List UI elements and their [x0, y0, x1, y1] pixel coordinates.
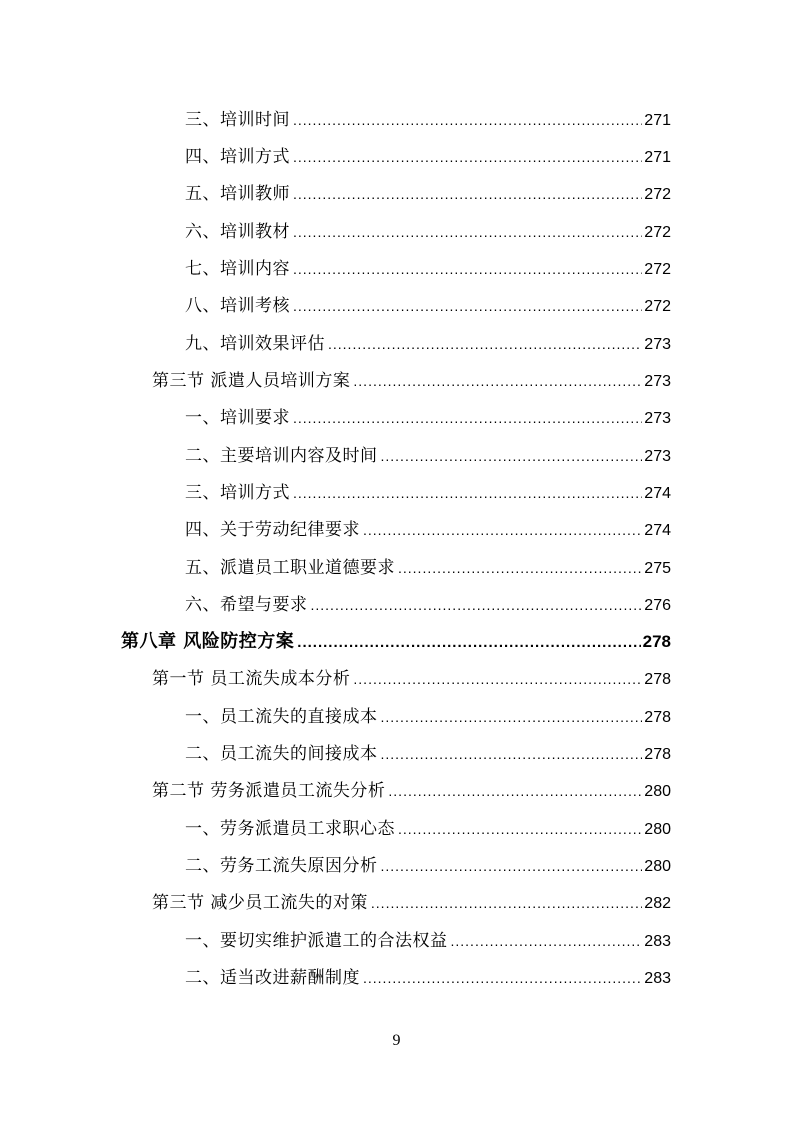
toc-leader: [398, 816, 642, 842]
toc-entry[interactable]: [185, 928, 671, 954]
toc-entry-page: 271: [644, 112, 671, 129]
toc-section-entry[interactable]: [152, 368, 671, 394]
toc-entry[interactable]: [185, 293, 671, 319]
toc-entry[interactable]: [185, 853, 671, 879]
toc-entry-page: 272: [644, 261, 671, 278]
toc-leader: [381, 741, 643, 767]
toc-entry-label: 第三节 减少员工流失的对策: [152, 893, 368, 913]
toc-entry-page: 271: [644, 149, 671, 166]
toc-entry[interactable]: [185, 704, 671, 730]
toc-entry-page: 274: [644, 485, 671, 502]
toc-entry-label: 二、适当改进薪酬制度: [185, 968, 360, 988]
toc-entry[interactable]: [185, 517, 671, 543]
toc-leader: [353, 368, 642, 394]
toc-leader: [293, 181, 642, 207]
toc-entry-page: 273: [644, 410, 671, 427]
toc-leader: [381, 853, 643, 879]
toc-entry-page: 283: [644, 933, 671, 950]
toc-entry-label: 三、培训方式: [185, 483, 290, 503]
toc-entry-page: 272: [644, 298, 671, 315]
toc-entry-page: 273: [644, 373, 671, 390]
toc-leader: [353, 666, 642, 692]
toc-entry[interactable]: [185, 331, 671, 357]
toc-leader: [381, 443, 643, 469]
toc-chapter-entry[interactable]: [121, 629, 671, 655]
toc-entry-page: 280: [644, 821, 671, 838]
toc-entry-page: 272: [644, 186, 671, 203]
toc-entry-label: 二、劳务工流失原因分析: [185, 856, 378, 876]
toc-entry-page: 278: [644, 709, 671, 726]
toc-entry-label: 三、培训时间: [185, 110, 290, 130]
toc-leader: [363, 517, 642, 543]
toc-entry[interactable]: [185, 480, 671, 506]
toc-entry-label: 二、主要培训内容及时间: [185, 446, 378, 466]
toc-entry-page: 274: [644, 522, 671, 539]
toc-leader: [363, 965, 642, 991]
toc-entry[interactable]: [185, 181, 671, 207]
toc-leader: [451, 928, 643, 954]
toc-entry[interactable]: [185, 107, 671, 133]
toc-entry-label: 五、培训教师: [185, 184, 290, 204]
toc-leader: [371, 890, 642, 916]
toc-leader: [293, 405, 642, 431]
toc-entry-page: 273: [644, 336, 671, 353]
toc-leader: [388, 778, 642, 804]
toc-leader: [293, 256, 642, 282]
toc-entry-label: 五、派遣员工职业道德要求: [185, 558, 395, 578]
toc-section-entry[interactable]: [152, 778, 671, 804]
toc-leader: [398, 555, 642, 581]
page-number: 9: [392, 1032, 401, 1049]
toc-leader: [311, 592, 643, 618]
toc-entry-page: 280: [644, 858, 671, 875]
toc-entry[interactable]: [185, 256, 671, 282]
toc-entry-label: 一、劳务派遣员工求职心态: [185, 819, 395, 839]
toc-entry[interactable]: [185, 144, 671, 170]
toc-leader: [293, 293, 642, 319]
toc-entry-label: 第三节 派遣人员培训方案: [152, 371, 351, 391]
toc-section-entry[interactable]: [152, 666, 671, 692]
toc-entry-label: 第二节 劳务派遣员工流失分析: [152, 781, 386, 801]
toc-entry-label: 一、培训要求: [185, 408, 290, 428]
toc-entry[interactable]: [185, 405, 671, 431]
toc-entry[interactable]: [185, 816, 671, 842]
toc-entry-label: 六、希望与要求: [185, 595, 308, 615]
toc-entry[interactable]: [185, 741, 671, 767]
toc-entry-page: 275: [644, 560, 671, 577]
toc-entry-label: 七、培训内容: [185, 259, 290, 279]
toc-section-entry[interactable]: [152, 890, 671, 916]
toc-entry-page: 276: [644, 597, 671, 614]
toc-entry-page: 282: [644, 895, 671, 912]
toc-entry[interactable]: [185, 592, 671, 618]
toc-entry-page: 278: [644, 746, 671, 763]
toc-leader: [293, 480, 642, 506]
toc-entry-page: 280: [644, 783, 671, 800]
toc-entry-label: 九、培训效果评估: [185, 334, 325, 354]
toc-entry-label: 六、培训教材: [185, 222, 290, 242]
toc-leader: [297, 630, 640, 656]
toc-entry-label: 二、员工流失的间接成本: [185, 744, 378, 764]
toc-entry-page: 283: [644, 970, 671, 987]
toc-entry[interactable]: [185, 555, 671, 581]
toc-leader: [328, 331, 642, 357]
toc-entry-page: 278: [644, 671, 671, 688]
toc-leader: [293, 144, 642, 170]
toc-entry-page: 272: [644, 224, 671, 241]
toc-entry-label: 第一节 员工流失成本分析: [152, 669, 351, 689]
toc-entry-label: 一、员工流失的直接成本: [185, 707, 378, 727]
toc-leader: [293, 107, 642, 133]
toc-entry-label: 八、培训考核: [185, 296, 290, 316]
toc-entry[interactable]: [185, 443, 671, 469]
toc-entry-page: 278: [642, 632, 671, 651]
toc-entry-label: 四、关于劳动纪律要求: [185, 520, 360, 540]
toc-entry-page: 273: [644, 448, 671, 465]
toc-leader: [381, 704, 643, 730]
toc-entry[interactable]: [185, 965, 671, 991]
toc-entry[interactable]: [185, 219, 671, 245]
toc-entry-label: 一、要切实维护派遣工的合法权益: [185, 931, 448, 951]
toc-entry-label: 四、培训方式: [185, 147, 290, 167]
toc-entry-label: 第八章 风险防控方案: [121, 631, 295, 652]
toc-leader: [293, 219, 642, 245]
